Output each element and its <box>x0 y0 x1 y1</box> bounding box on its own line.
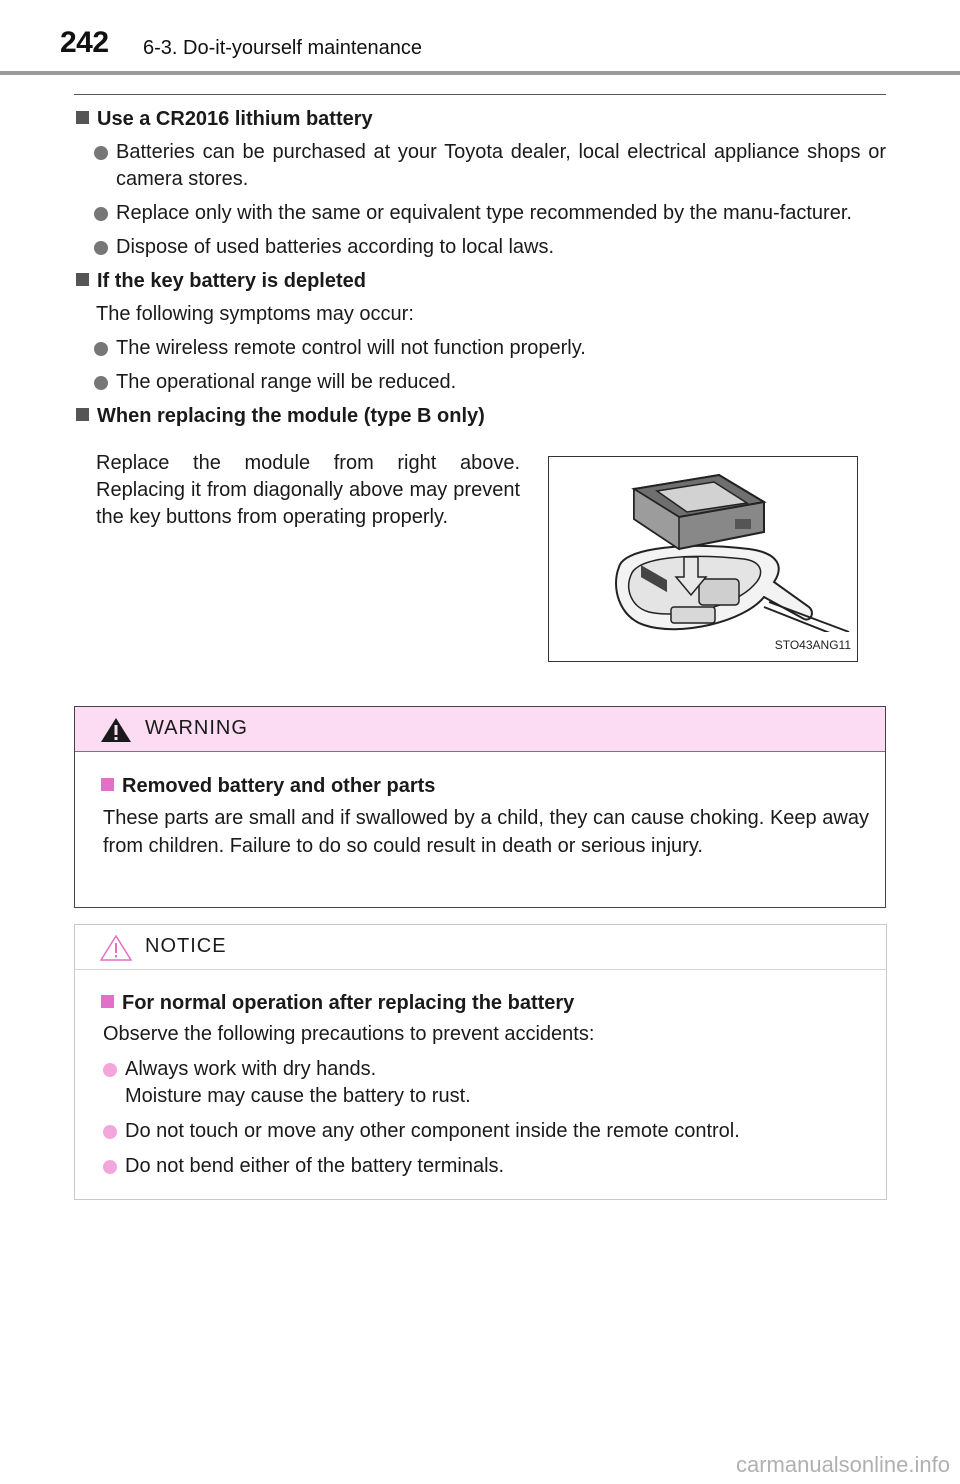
list-item: Do not bend either of the battery terminals. <box>101 1153 870 1180</box>
notice-triangle-icon <box>99 934 133 962</box>
watermark: carmanualsonline.info <box>735 1452 950 1477</box>
page-header <box>0 0 960 76</box>
list-item: Always work with dry hands. Moisture may cause the battery to rust. <box>101 1056 870 1110</box>
notice-body <box>75 970 886 1180</box>
section-divider <box>74 94 886 95</box>
bullet-dot-icon <box>94 146 108 160</box>
bullet-dot-icon <box>94 241 108 255</box>
figure-code: STO43ANG11 <box>773 632 853 659</box>
warning-body <box>75 752 885 860</box>
list-item: Replace only with the same or equivalent type recommended by the manu-facturer. <box>76 200 886 227</box>
list-item: Do not touch or move any other component inside the remote control. <box>101 1118 870 1145</box>
list-item: Batteries can be purchased at your Toyota dealer, local electrical appliance shops or camera stores. <box>76 139 886 193</box>
bullet-dot-icon <box>94 376 108 390</box>
warning-box <box>74 706 886 908</box>
section-intro: The following symptoms may occur: <box>96 303 414 325</box>
warning-triangle-icon <box>99 716 133 744</box>
key-module-illustration <box>549 457 857 661</box>
page-number: 242 <box>60 26 109 59</box>
notice-intro: Observe the following precautions to prevent accidents: <box>103 1023 595 1045</box>
section-title-depleted: If the key battery is depleted <box>76 268 886 295</box>
warning-header <box>75 707 885 752</box>
notice-box <box>74 924 887 1200</box>
bullet-dot-icon <box>103 1125 117 1139</box>
list-item: The operational range will be reduced. <box>76 369 886 396</box>
square-bullet-icon <box>101 778 114 791</box>
notice-section-title: For normal operation after replacing the battery <box>101 990 870 1017</box>
section-title-module: When replacing the module (type B only) <box>76 403 886 430</box>
square-bullet-icon <box>101 995 114 1008</box>
notice-header <box>75 925 886 970</box>
bullet-dot-icon <box>94 207 108 221</box>
square-bullet-icon <box>76 273 89 286</box>
warning-text: These parts are small and if swallowed by a child, they can cause choking. Keep away from children. Failure to do so could result in death or serious injury. <box>103 807 869 857</box>
square-bullet-icon <box>76 111 89 124</box>
module-section <box>76 430 886 666</box>
section-title-battery-type: Use a CR2016 lithium battery <box>76 106 886 133</box>
notice-label: NOTICE <box>145 935 227 957</box>
list-item: The wireless remote control will not function properly. <box>76 335 886 362</box>
warning-section-title: Removed battery and other parts <box>101 772 869 800</box>
module-figure <box>548 456 858 662</box>
bullet-dot-icon <box>94 342 108 356</box>
list-item: Dispose of used batteries according to local laws. <box>76 234 886 261</box>
module-instructions: Replace the module from right above. Replacing it from diagonally above may prevent the key buttons from operating properly. <box>96 452 520 528</box>
bullet-dot-icon <box>103 1063 117 1077</box>
main-content <box>76 106 886 666</box>
warning-label: WARNING <box>145 717 248 739</box>
square-bullet-icon <box>76 408 89 421</box>
header-rule <box>0 71 960 75</box>
bullet-dot-icon <box>103 1160 117 1174</box>
chapter-title: 6-3. Do-it-yourself maintenance <box>143 37 423 59</box>
